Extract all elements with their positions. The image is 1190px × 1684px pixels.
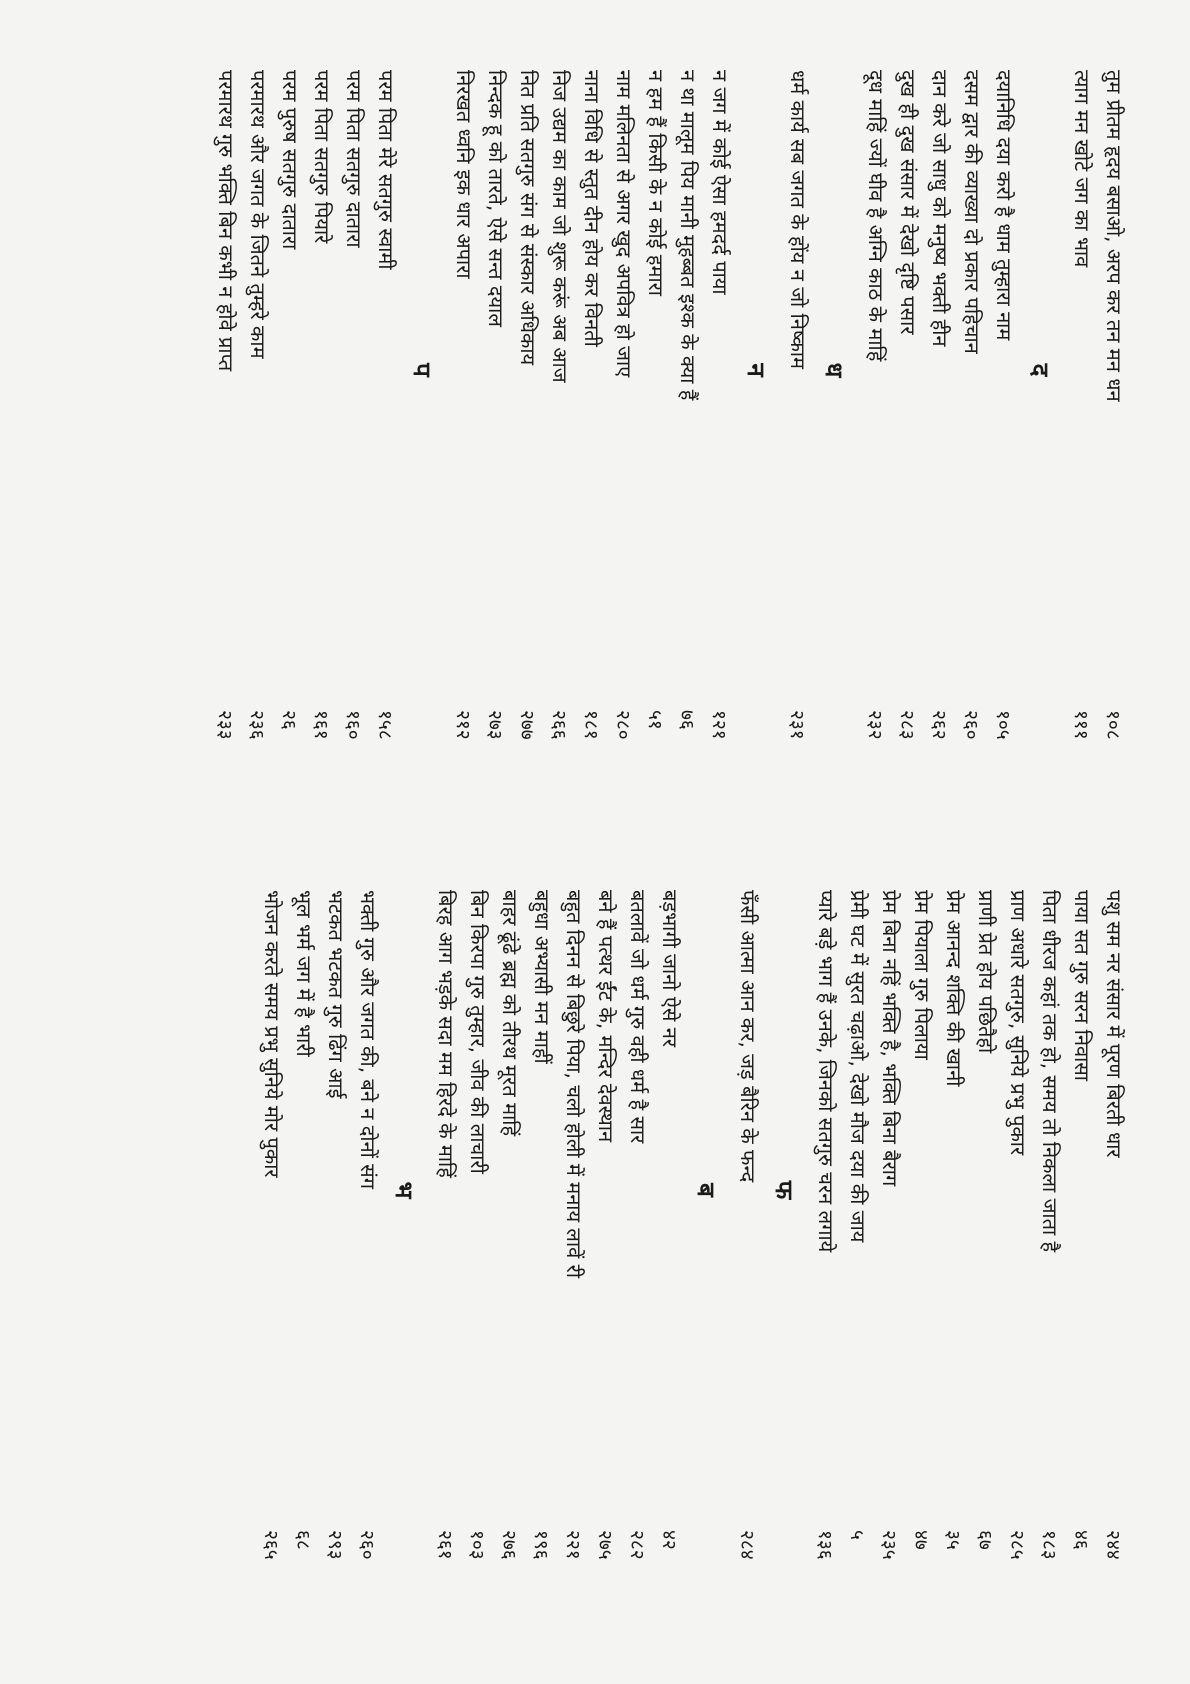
entry-title: बिन किरपा गुरु तुम्हार, जीव की लाचारी <box>466 890 490 1174</box>
index-entry <box>672 70 704 850</box>
index-group <box>430 890 726 1670</box>
entry-page-number: १८३ <box>1038 1530 1060 1560</box>
entry-title: नाम मलिनता से अगर खुद अपवित्र हो जाए <box>612 70 636 378</box>
index-entry <box>480 70 512 850</box>
entry-page-number: २३६ <box>246 710 268 740</box>
entry-title: प्रेम बिना नहिं भक्ति है, भक्ति बिना बैराग <box>878 890 902 1187</box>
index-entry <box>274 70 306 850</box>
entry-page-number: ७६ <box>676 710 698 730</box>
index-entry <box>512 70 544 850</box>
index-entry <box>810 890 842 1670</box>
entry-page-number: २८४ <box>736 1530 758 1560</box>
entry-title: परम पुरुष सतगुरु दातारा <box>278 70 302 250</box>
index-entry <box>462 890 494 1670</box>
entry-page-number: २७३ <box>484 710 506 740</box>
index-entry <box>494 890 526 1670</box>
entry-page-number: २७५ <box>594 1530 616 1560</box>
index-entry <box>892 70 924 850</box>
index-entry <box>558 890 590 1670</box>
entry-page-number: १९६ <box>530 1530 552 1560</box>
entry-page-number: २३२ <box>864 710 886 740</box>
index-entry <box>288 890 320 1670</box>
index-entry <box>320 890 352 1670</box>
entry-page-number: १५८ <box>374 710 396 740</box>
index-entry <box>732 890 764 1670</box>
entry-page-number: ६८ <box>292 1530 314 1550</box>
entry-title: दूध माहिं ज्यों घीव है अग्नि काठ के माहिं <box>864 70 888 362</box>
entry-title: दयानिधि दया करो है धाम तुम्हारा नाम <box>992 70 1016 341</box>
letter-header: न <box>742 363 770 377</box>
entry-page-number: २३५ <box>878 1530 900 1560</box>
index-entry <box>988 70 1020 850</box>
entry-title: प्रेम पियाला गुरु पिलाया <box>910 890 934 1060</box>
entry-title: दान करे जो साधु को मनुष्य भक्ती हीन <box>928 70 952 347</box>
index-entry <box>1098 890 1130 1670</box>
entry-title: बहुत दिनन से बिछुरे पिया, चलो होली में मनाय लावें री <box>562 890 586 1279</box>
entry-page-number: २८३ <box>896 710 918 740</box>
entry-page-number: २४४ <box>1102 1530 1124 1560</box>
entry-page-number: १६० <box>342 710 364 740</box>
entry-title: निज उद्यम का काम जो शुरू करूं अब आज <box>548 70 572 383</box>
entry-title: भक्ती गुरु और जगत की, बने न दोनों संग <box>356 890 380 1189</box>
entry-page-number: १६१ <box>310 710 332 740</box>
entry-page-number: ४६ <box>1070 1530 1092 1550</box>
entry-title: प्राणी प्रेत होय पछितैहो <box>974 890 998 1054</box>
index-entry <box>370 70 402 850</box>
entry-title: न था मालूम पिय मानी मुहब्बत इश्क के क्या हैं <box>676 70 700 401</box>
entry-page-number: २६५ <box>260 1530 282 1560</box>
index-entry <box>938 890 970 1670</box>
entry-title: भटकत भटकत गुरु ढिंग आई <box>324 890 348 1099</box>
entry-title: दसम द्वार की व्याख्या दो प्रकार पहिचान <box>960 70 984 354</box>
entry-title: धर्म कार्य सब जगत के होंय न जो निष्काम <box>786 70 810 370</box>
index-group <box>860 70 1060 850</box>
entry-page-number: ४२ <box>658 1530 680 1550</box>
index-column-right <box>250 890 1130 1670</box>
index-group <box>1066 70 1130 850</box>
entry-page-number: १११ <box>1070 710 1092 740</box>
entry-title: प्यारे बड़े भाग हैं उनके, जिनको सतगुरु चरन लगाये <box>814 890 838 1253</box>
entry-page-number: २६० <box>356 1530 378 1560</box>
entry-title: नाना विधि से स्तुत दीन होय कर विनती <box>580 70 604 347</box>
entry-title: बने हैं पत्थर ईंट के, मन्दिर देवस्थान <box>594 890 618 1143</box>
entry-title: प्रेम आनन्द शक्ति की खानी <box>942 890 966 1087</box>
index-entry <box>448 70 480 850</box>
index-entry <box>306 70 338 850</box>
entry-page-number: २६६ <box>548 710 570 740</box>
index-entry <box>526 890 558 1670</box>
entry-title: भोजन करते समय प्रभु सुनिये मोर पुकार <box>260 890 284 1178</box>
index-entry <box>210 70 242 850</box>
index-column-left <box>204 70 1130 850</box>
entry-title: परम पिता मेरे सतगुरु स्वामी <box>374 70 398 270</box>
index-group <box>210 70 442 850</box>
entry-title: न हम हैं किसी के न कोई हमारा <box>644 70 668 296</box>
entry-page-number: २६१ <box>434 1530 456 1560</box>
entry-page-number: २८५ <box>1006 1530 1028 1560</box>
letter-header: द <box>1026 363 1054 377</box>
index-entry <box>430 890 462 1670</box>
entry-page-number: ५ <box>846 1530 868 1540</box>
entry-title: परमारथ और जगत के जितने तुम्हरे काम <box>246 70 270 359</box>
index-entry <box>640 70 672 850</box>
entry-title: भूल भर्म जग में है भारी <box>292 890 316 1057</box>
entry-title: बड़भागी जानो ऐसे नर <box>658 890 682 1048</box>
entry-page-number: २२१ <box>562 1530 584 1560</box>
index-entry <box>1034 890 1066 1670</box>
index-group <box>732 890 804 1670</box>
letter-header: ब <box>692 1183 720 1197</box>
entry-title: बहुधा अभ्यासी मन माहीं <box>530 890 554 1064</box>
index-entry <box>1066 890 1098 1670</box>
entry-page-number: १०८ <box>1102 710 1124 740</box>
entry-title: दुख ही दुख संसार में देखो दृष्टि पसार <box>896 70 920 335</box>
letter-header: प <box>408 363 436 377</box>
index-entry <box>860 70 892 850</box>
index-entry <box>1002 890 1034 1670</box>
letter-header: भ <box>390 1181 418 1199</box>
entry-title: परमारथ गुरु भक्ति बिन कभी न होवे प्राप्त <box>214 70 238 372</box>
entry-page-number: १८१ <box>580 710 602 740</box>
entry-page-number: २१२ <box>452 710 474 740</box>
index-group <box>782 70 854 850</box>
entry-title: बाहर ढूंढे ब्रह्म को तीरथ मूरत माहिं <box>498 890 522 1137</box>
index-entry <box>352 890 384 1670</box>
index-group <box>448 70 776 850</box>
index-entry <box>924 70 956 850</box>
index-entry <box>338 70 370 850</box>
index-entry <box>544 70 576 850</box>
entry-page-number: २३१ <box>786 710 808 740</box>
index-entry <box>242 70 274 850</box>
entry-title: न जग में कोई ऐसा हमदर्द पाया <box>708 70 732 295</box>
entry-page-number: १३६ <box>814 1530 836 1560</box>
entry-page-number: २७६ <box>498 1530 520 1560</box>
entry-title: परम पिता सतगुरु दातारा <box>342 70 366 248</box>
entry-title: तुम प्रीतम हृदय बसाओ, अरप कर तन मन धन <box>1102 70 1126 402</box>
index-entry <box>622 890 654 1670</box>
index-entry <box>782 70 814 850</box>
entry-title: प्राण अधारे सतगुरु, सुनिये प्रभु पुकार <box>1006 890 1030 1156</box>
index-entry <box>1098 70 1130 850</box>
entry-page-number: २६२ <box>928 710 950 740</box>
entry-page-number: १०३ <box>466 1530 488 1560</box>
entry-page-number: १०५ <box>992 710 1014 740</box>
entry-page-number: ४७ <box>910 1530 932 1550</box>
entry-page-number: ६७ <box>974 1530 996 1550</box>
entry-page-number: १२१ <box>708 710 730 740</box>
entry-title: पशु सम नर संसार में पूरण बिरती धार <box>1102 890 1126 1158</box>
entry-page-number: २९३ <box>324 1530 346 1560</box>
entry-title: फँसी आत्मा आन कर, जड़ बैरिन के फन्द <box>736 890 760 1183</box>
entry-page-number: २८० <box>612 710 634 740</box>
entry-page-number: २६० <box>960 710 982 740</box>
index-entry <box>608 70 640 850</box>
entry-title: निन्दक हू को तारते, ऐसे सन्त दयाल <box>484 70 508 327</box>
entry-title: त्याग मन खोटे जग का भाव <box>1070 70 1094 268</box>
entry-title: परम पिता सतगुरु पियारे <box>310 70 334 244</box>
index-entry <box>1066 70 1098 850</box>
letter-header: ध <box>820 362 848 378</box>
index-group <box>810 890 1130 1670</box>
index-entry <box>874 890 906 1670</box>
entry-title: पिता धीरज कहां तक हो, समय तो निकला जाता है <box>1038 890 1062 1253</box>
entry-title: नित प्रति सतगुरु संग से संस्कार अधिकाय <box>516 70 540 366</box>
entry-title: निरखत ध्वनि इक धार अपारा <box>452 70 476 279</box>
index-entry <box>906 890 938 1670</box>
index-entry <box>576 70 608 850</box>
index-group <box>256 890 424 1670</box>
index-entry <box>842 890 874 1670</box>
entry-title: बिरह आग भड़के सदा मम हिरदे के माहिं <box>434 890 458 1178</box>
index-entry <box>970 890 1002 1670</box>
entry-page-number: २७७ <box>516 710 538 740</box>
index-entry <box>956 70 988 850</box>
index-entry <box>256 890 288 1670</box>
letter-header: फ <box>770 1180 798 1200</box>
entry-title: बतलावें जो धर्म गुरु वही धर्म है सार <box>626 890 650 1144</box>
index-entry <box>654 890 686 1670</box>
index-entry <box>704 70 736 850</box>
entry-page-number: २३३ <box>214 710 236 740</box>
entry-page-number: ३५ <box>942 1530 964 1550</box>
entry-title: पाया सत गुरु सरन निवासा <box>1070 890 1094 1081</box>
index-entry <box>590 890 622 1670</box>
entry-title: प्रेमी घट में सुरत चढ़ाओ, देखो मौज दया की जाय <box>846 890 870 1243</box>
entry-page-number: २८२ <box>626 1530 648 1560</box>
entry-page-number: २६ <box>278 710 300 730</box>
entry-page-number: ५१ <box>644 710 666 730</box>
